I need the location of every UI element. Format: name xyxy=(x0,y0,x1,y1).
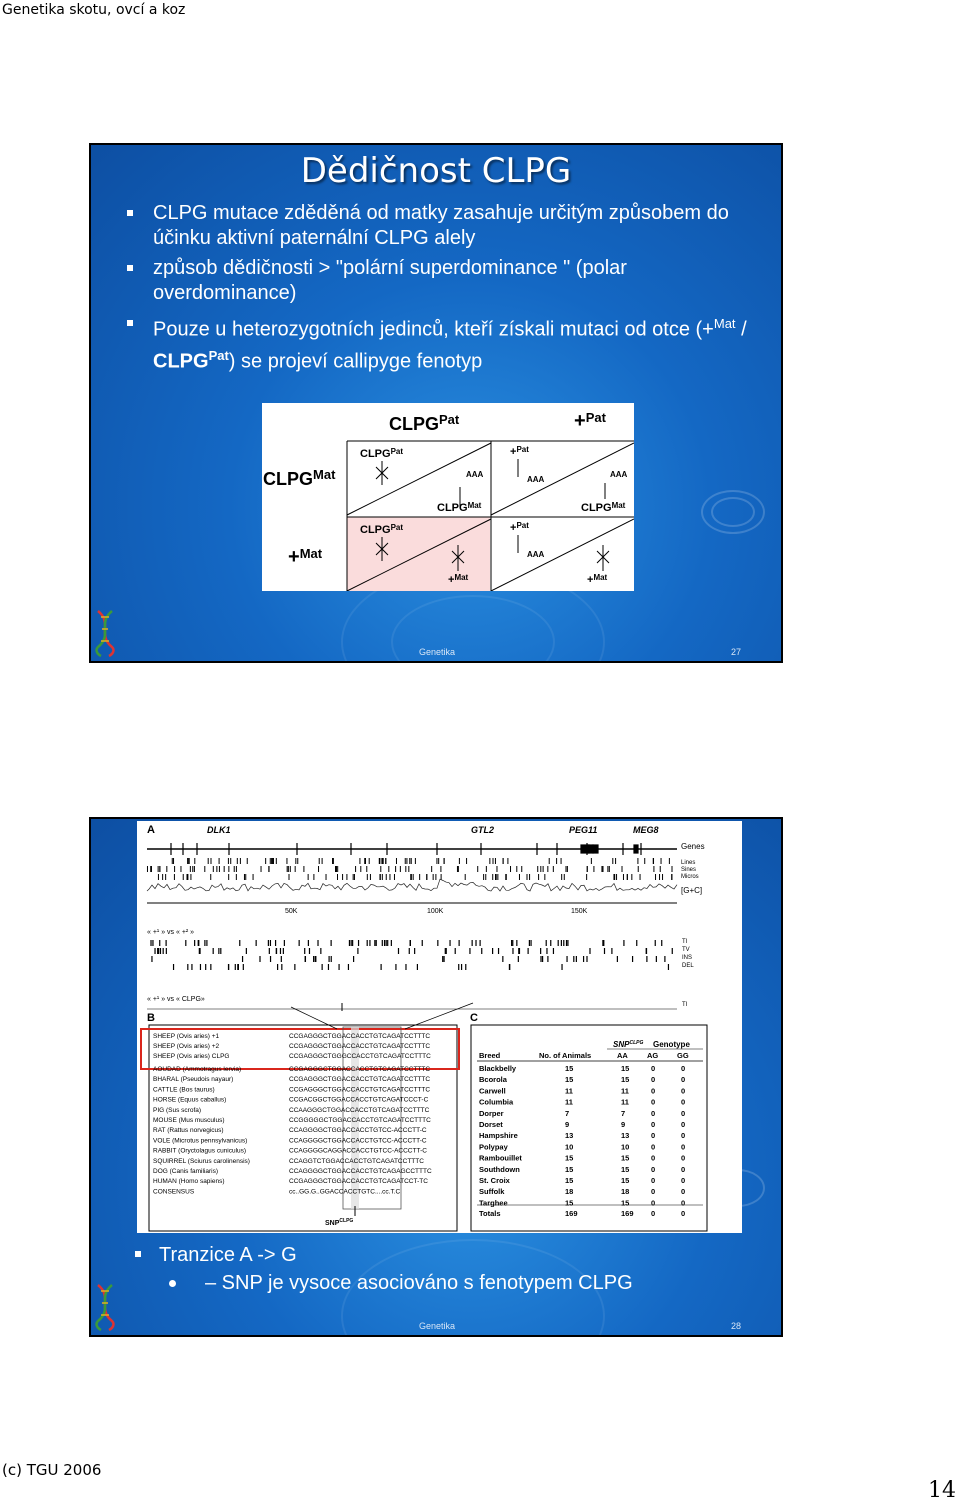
species-sequence: CCGAGGGCTGGACCACCTGTCAGATCCTTTC xyxy=(289,1076,431,1084)
table-cell: Totals xyxy=(479,1209,501,1218)
bullet-dot-icon xyxy=(169,1280,176,1287)
bullet-item: Pouze u heterozygotních jedinců, kteří získali mutaci od otce $(+^{Mat} / CLPG^{Pat})$ se projeví callipyge fenotyp xyxy=(127,311,767,374)
svg-text:+Pat: +$^{Pat}$ xyxy=(510,521,529,534)
svg-text:Lines: Lines xyxy=(681,860,696,866)
col-header-clpg-pat: $CLPG^{Pat}$ xyxy=(389,412,460,434)
table-cell: 18 xyxy=(565,1187,574,1197)
table-cell: 15 xyxy=(621,1176,630,1185)
bullet-square-icon xyxy=(135,1251,141,1257)
species-name: RABBIT (Oryctolagus cuniculus) xyxy=(153,1147,247,1155)
svg-text:[G+C]: [G+C] xyxy=(681,886,703,895)
species-name: VOLE (Microtus pennsylvanicus) xyxy=(153,1137,248,1145)
species-name: CATTLE (Bos taurus) xyxy=(153,1086,215,1094)
svg-text:Sines: Sines xyxy=(681,867,697,873)
svg-text:AAA: AAA xyxy=(466,470,484,479)
table-cell: 9 xyxy=(565,1120,570,1129)
slide-number: 28 xyxy=(731,1321,742,1331)
species-sequence: CCGAGGGCTGGACCACCTGTCAGATCCTTTC xyxy=(289,1086,431,1094)
slide-28 xyxy=(89,817,783,1337)
svg-text:INS: INS xyxy=(682,955,693,961)
table-cell: 15 xyxy=(621,1064,630,1073)
bullet-list xyxy=(127,201,767,379)
table-cell: 13 xyxy=(621,1131,630,1141)
table-cell: 0 xyxy=(651,1176,656,1185)
species-name: SQUIRREL (Sciurus carolinensis) xyxy=(153,1157,250,1165)
species-sequence: cc..GG.G..GGACCACCTGTC....cc.T.C xyxy=(289,1188,401,1196)
species-name: MOUSE (Mus musculus) xyxy=(153,1117,225,1124)
svg-text:GTL2: GTL2 xyxy=(471,825,495,835)
table-cell: 15 xyxy=(565,1198,574,1208)
table-cell: 15 xyxy=(565,1075,574,1085)
table-cell: 0 xyxy=(651,1120,656,1129)
species-name: SHEEP (Ovis aries) +2 xyxy=(153,1043,220,1050)
table-cell: 13 xyxy=(565,1131,574,1141)
svg-text:Genotype: Genotype xyxy=(653,1040,690,1049)
slide-footer-label: Genetika xyxy=(419,1321,456,1331)
svg-text:CLPGPat: $CLPG^{Pat}$ xyxy=(360,523,404,536)
svg-text:TI: TI xyxy=(682,1002,688,1008)
table-cell: Bcorola xyxy=(479,1075,507,1085)
punnett-square-figure xyxy=(262,403,634,591)
table-cell: 169 xyxy=(565,1209,578,1218)
table-cell: Hampshire xyxy=(479,1131,518,1141)
bullet-item: Tranzice A -> G xyxy=(135,1241,633,1269)
table-cell: 0 xyxy=(651,1198,656,1208)
species-name: HORSE (Equus caballus) xyxy=(153,1096,227,1104)
table-cell: 7 xyxy=(621,1108,626,1118)
table-cell: 15 xyxy=(621,1164,630,1174)
table-cell: 15 xyxy=(621,1198,630,1208)
table-cell: 0 xyxy=(681,1075,686,1085)
table-cell: 0 xyxy=(651,1075,656,1085)
species-sequence: CCGAGGGCTGGGCCACCTGTCAGATCCTTTC xyxy=(289,1053,431,1060)
table-cell: Blackbelly xyxy=(479,1064,517,1073)
table-cell: 11 xyxy=(565,1097,573,1107)
table-cell: 0 xyxy=(651,1142,656,1152)
snp-clpg-label: $SNP^{CLPG}$ xyxy=(325,1218,354,1227)
bullet-square-icon xyxy=(127,210,133,216)
table-cell: Polypay xyxy=(479,1142,508,1152)
table-header-cell: AA xyxy=(617,1051,628,1060)
species-sequence: CCAGGGGCTGGACCACCTGTCC-ACCCTT-C xyxy=(289,1127,427,1135)
row-header-plus-mat: +$^{Mat}$ xyxy=(288,546,323,568)
table-cell: Targhee xyxy=(479,1198,508,1208)
bullet-square-icon xyxy=(127,265,133,271)
species-name: PIG (Sus scrofa) xyxy=(153,1106,202,1114)
table-cell: 0 xyxy=(651,1131,656,1141)
bullet-square-icon xyxy=(127,320,133,326)
table-cell: 0 xyxy=(681,1086,686,1096)
table-cell: 169 xyxy=(621,1209,634,1218)
table-cell: 0 xyxy=(681,1164,686,1174)
table-cell: 15 xyxy=(621,1153,630,1163)
page-footer: (c) TGU 2006 xyxy=(2,1461,102,1479)
table-cell: 0 xyxy=(651,1209,656,1218)
table-cell: 0 xyxy=(681,1176,686,1185)
vs-label-2: « +¹ » vs « CLPG» xyxy=(147,996,205,1003)
table-cell: Columbia xyxy=(479,1097,514,1107)
species-sequence: CCGACGGCTGGACCACCTGTCAGATCCCT-C xyxy=(289,1096,429,1104)
table-cell: 0 xyxy=(651,1097,656,1107)
species-name: BHARAL (Pseudois nayaur) xyxy=(153,1076,234,1084)
table-cell: 7 xyxy=(565,1108,570,1118)
table-cell: 9 xyxy=(621,1120,626,1129)
table-cell: 0 xyxy=(681,1131,686,1141)
table-cell: 10 xyxy=(565,1142,574,1152)
species-sequence: CCGGGGGCTGGACCACCTGTCAGATCCTTTC xyxy=(289,1117,431,1124)
row-header-clpg-mat: $CLPG^{Mat}$ xyxy=(263,467,336,489)
svg-text:+Mat: +$^{Mat}$ xyxy=(448,573,469,586)
svg-text:Genes: Genes xyxy=(681,842,705,851)
table-cell: Dorper xyxy=(479,1108,504,1118)
table-cell: 15 xyxy=(565,1164,574,1174)
svg-text:CLPGPat: $CLPG^{Pat}$ xyxy=(360,447,404,460)
slide-footer-label: Genetika xyxy=(419,647,456,657)
species-sequence: CCGAGGGCTGGACCACCTGTCAGATCCT-TC xyxy=(289,1178,428,1186)
table-cell: 0 xyxy=(681,1097,686,1107)
svg-text:DEL: DEL xyxy=(682,963,694,969)
table-cell: 0 xyxy=(681,1187,686,1197)
table-header-cell: Breed xyxy=(479,1051,501,1060)
svg-text:150K: 150K xyxy=(571,908,588,915)
species-sequence: CCAGGGGCAGGACCACCTGTCC-ACCCTT-C xyxy=(289,1147,427,1155)
table-header-cell: GG xyxy=(677,1051,689,1060)
slide-title: Dědičnost CLPG xyxy=(300,151,572,191)
dna-logo-icon xyxy=(93,609,117,657)
species-sequence: CCAGGTCTGGACCACCTGTCAGATCCTTTC xyxy=(289,1157,424,1165)
table-cell: 15 xyxy=(565,1153,574,1163)
species-sequence: CCAAGGGCTGGACCACCTGTCAGATCCTTTC xyxy=(289,1106,430,1114)
bullet-item: CLPG mutace zděděná od matky zasahuje určitým způsobem do účinku aktivní paternální CLPG alely xyxy=(127,201,767,251)
table-cell: 0 xyxy=(651,1164,656,1174)
svg-text:+Mat: +$^{Mat}$ xyxy=(587,573,608,586)
svg-text:SNPCLPG: $SNP^{CLPG}$ xyxy=(613,1040,644,1049)
species-sequence: CCAGGGGCTGGACCACCTGTCAGAGCCTTTC xyxy=(289,1168,432,1175)
col-header-plus-pat: +$^{Pat}$ xyxy=(574,410,606,432)
svg-text:TV: TV xyxy=(682,947,690,953)
table-cell: Carwell xyxy=(479,1086,506,1096)
table-cell: 0 xyxy=(651,1064,656,1073)
svg-text:AAA: AAA xyxy=(527,475,545,484)
species-name: SHEEP (Ovis aries) CLPG xyxy=(153,1053,230,1060)
table-cell: 11 xyxy=(621,1086,629,1096)
svg-text:AAA: AAA xyxy=(610,470,628,479)
table-cell: 0 xyxy=(681,1153,686,1163)
table-cell: 0 xyxy=(651,1187,656,1197)
svg-text:100K: 100K xyxy=(427,908,444,915)
table-cell: 10 xyxy=(621,1142,630,1152)
species-name: SHEEP (Ovis aries) +1 xyxy=(153,1033,220,1040)
table-cell: 18 xyxy=(621,1187,630,1197)
svg-text:CLPGMat: $CLPG^{Mat}$ xyxy=(437,501,482,514)
table-cell: 0 xyxy=(651,1086,656,1096)
svg-text:MEG8: MEG8 xyxy=(633,825,659,835)
slide-number: 27 xyxy=(731,647,742,657)
svg-text:PEG11: PEG11 xyxy=(569,825,598,835)
bullet-item: způsob dědičnosti > "polární superdominance " (polar overdominance) xyxy=(127,256,767,306)
table-cell: 11 xyxy=(565,1086,573,1096)
page-header: Genetika skotu, ovcí a koz xyxy=(2,2,186,18)
species-sequence: CCGAGGGCTGGACCACCTGTCAGATCCTTTC xyxy=(289,1033,431,1040)
table-cell: 0 xyxy=(681,1120,686,1129)
clpg-locus-figure xyxy=(137,821,742,1233)
svg-text:+Pat: +$^{Pat}$ xyxy=(510,445,529,458)
slide-27 xyxy=(89,143,783,663)
table-cell: St. Croix xyxy=(479,1176,510,1185)
table-cell: Rambouillet xyxy=(479,1153,522,1163)
table-cell: Dorset xyxy=(479,1120,503,1129)
species-sequence: CCGAGGGCTGGACCACCTGTCAGATCCTTTC xyxy=(289,1066,431,1073)
svg-text:TI: TI xyxy=(682,939,688,945)
vs-label-1: « +¹ » vs « +² » xyxy=(147,929,195,936)
table-cell: 0 xyxy=(681,1064,686,1073)
species-name: AOUDAD (Ammotragus lervia) xyxy=(153,1066,242,1073)
species-sequence: CCAGGGGCTGGACCACCTGTCC-ACCCTT-C xyxy=(289,1137,427,1145)
svg-text:50K: 50K xyxy=(285,908,298,915)
species-name: CONSENSUS xyxy=(153,1188,195,1196)
table-cell: 0 xyxy=(651,1108,656,1118)
dna-logo-icon xyxy=(93,1283,117,1331)
svg-text:CLPGMat: $CLPG^{Mat}$ xyxy=(581,501,626,514)
svg-text:AAA: AAA xyxy=(527,550,545,559)
table-cell: 0 xyxy=(681,1209,686,1218)
bullet-list xyxy=(135,1241,633,1297)
table-header-cell: AG xyxy=(647,1051,659,1060)
species-name: HUMAN (Homo sapiens) xyxy=(153,1178,225,1186)
table-cell: 15 xyxy=(565,1064,574,1073)
table-cell: Suffolk xyxy=(479,1187,505,1197)
species-sequence: CCGAGGGCTGGACCACCTGTCAGATCCTTTC xyxy=(289,1043,431,1050)
panel-label-a: A xyxy=(147,824,155,836)
species-name: DOG (Canis familiaris) xyxy=(153,1168,219,1175)
panel-label-b: B xyxy=(147,1012,155,1024)
svg-text:Micros: Micros xyxy=(681,874,699,880)
table-header-cell: No. of Animals xyxy=(539,1051,592,1060)
table-cell: 0 xyxy=(681,1108,686,1118)
table-cell: 0 xyxy=(651,1153,656,1163)
species-name: RAT (Rattus norvegicus) xyxy=(153,1127,224,1135)
svg-text:DLK1: DLK1 xyxy=(207,825,231,835)
table-cell: 0 xyxy=(681,1142,686,1152)
table-cell: 15 xyxy=(565,1176,574,1185)
table-cell: 11 xyxy=(621,1097,629,1107)
table-cell: Southdown xyxy=(479,1164,520,1174)
panel-label-c: C xyxy=(470,1012,478,1024)
sub-bullet-item: – SNP je vysoce asociováno s fenotypem CLPG xyxy=(135,1269,633,1297)
table-cell: 15 xyxy=(621,1075,630,1085)
page-number: 14 xyxy=(928,1478,956,1503)
table-cell: 0 xyxy=(681,1198,686,1208)
